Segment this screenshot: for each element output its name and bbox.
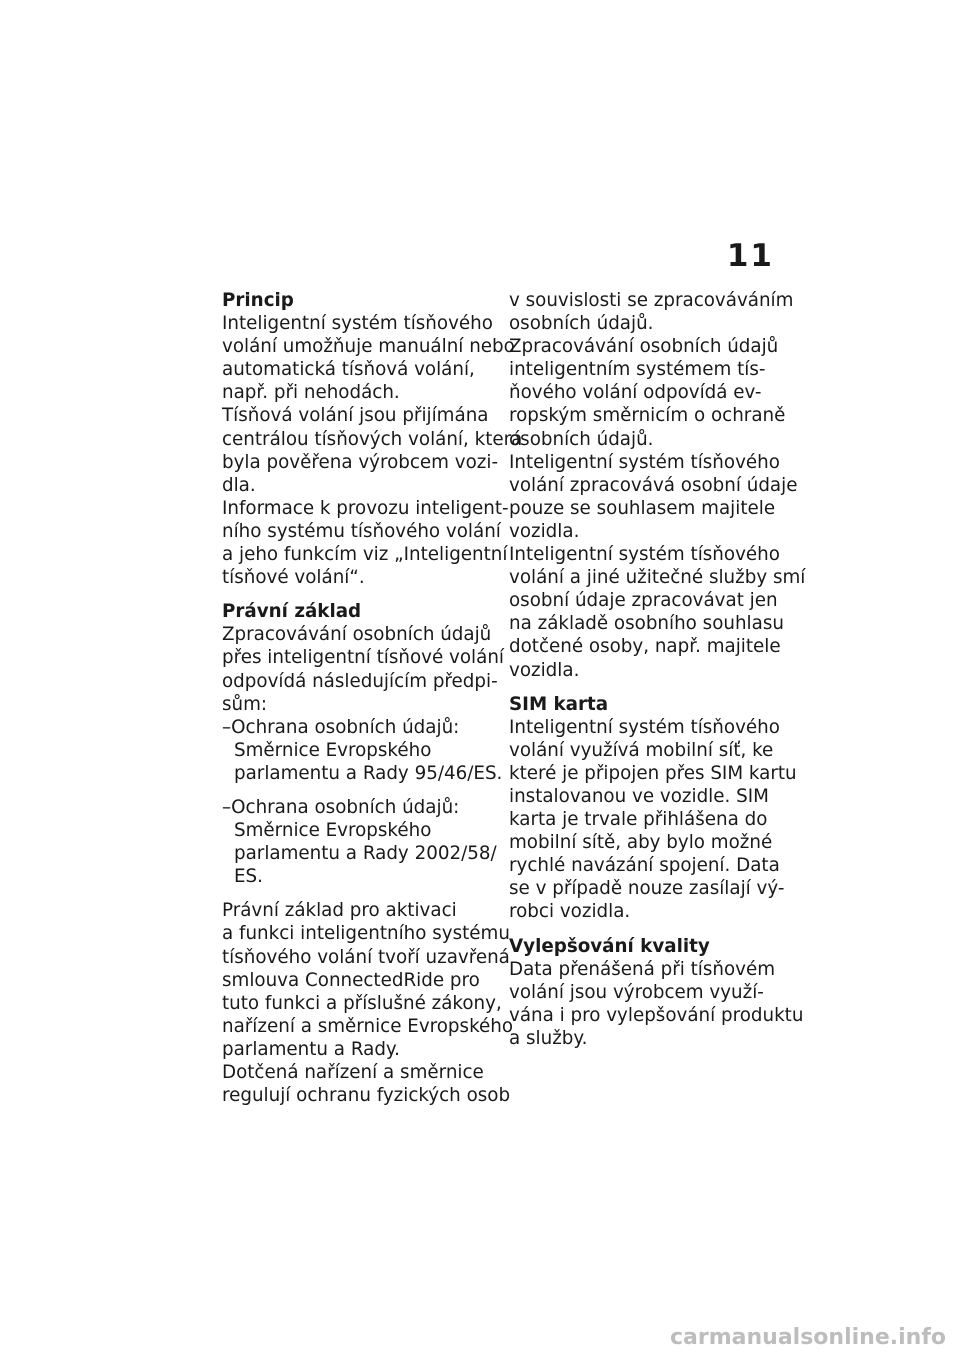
body-text-line: osobních údajů. <box>509 313 654 335</box>
list-item-line: Směrnice Evropského <box>234 739 432 761</box>
section-heading: Princip <box>222 290 294 311</box>
body-text-line: na základě osobního souhlasu <box>509 613 784 635</box>
paragraph-gap <box>222 888 497 899</box>
body-text-line: Informace k provozu inteligent- <box>222 497 509 519</box>
body-text-line: a služby. <box>509 1027 588 1049</box>
body-text-line: dla. <box>222 474 256 496</box>
body-text-line: volání a jiné užitečné služby smí <box>509 567 806 589</box>
body-text-line: sům: <box>222 693 268 715</box>
body-text-line: odpovídá následujícím předpi- <box>222 670 498 692</box>
body-text-line: ního systému tísňového volání <box>222 520 501 542</box>
section-heading: SIM karta <box>509 693 609 715</box>
body-text-line: přes inteligentní tísňové volání <box>222 647 504 669</box>
body-text-line: karta je trvale přihlášena do <box>509 809 768 831</box>
body-text-line: instalovanou ve vozidle. SIM <box>509 785 769 807</box>
body-text-line: které je připojen přes SIM kartu <box>509 762 797 784</box>
body-text-line: Tísňová volání jsou přijímána <box>222 405 489 427</box>
body-text-line: Inteligentní systém tísňového <box>222 313 493 335</box>
body-text-line: vozidla. <box>509 520 580 542</box>
list-item-line: –Ochrana osobních údajů: <box>222 796 460 818</box>
watermark-text: carmanualsonline.info <box>670 1325 946 1350</box>
body-text-line: Zpracovávání osobních údajů <box>222 624 492 646</box>
list-item-line: ES. <box>234 866 263 888</box>
paragraph-gap <box>509 924 784 935</box>
body-text-line: Data přenášená při tísňovém <box>509 958 776 980</box>
body-text-line: volání jsou výrobcem využí- <box>509 981 764 1003</box>
body-text-line: vozidla. <box>509 659 580 681</box>
body-text-line: a jeho funkcím viz „Inteligentní <box>222 544 508 566</box>
right-column <box>509 289 806 1050</box>
list-item-line: parlamentu a Rady 2002/58/ <box>234 843 497 865</box>
body-text-line: smlouva ConnectedRide pro <box>222 969 480 991</box>
body-text-line: volání zpracovává osobní údaje <box>509 474 798 496</box>
body-text-line: se v případě nouze zasílají vý- <box>509 878 785 900</box>
body-text-line: tuto funkci a příslušné zákony, <box>222 992 502 1014</box>
section-heading: Právní základ <box>222 601 362 623</box>
body-text-line: osobních údajů. <box>509 428 654 450</box>
list-item-line: Směrnice Evropského <box>234 820 432 842</box>
body-text-line: automatická tísňová volání, <box>222 359 475 381</box>
body-text-line: centrálou tísňových volání, která <box>222 428 523 450</box>
body-text-line: v souvislosti se zpracováváním <box>509 290 794 311</box>
body-text-line: inteligentním systémem tís- <box>509 359 766 381</box>
section-heading: Vylepšování kvality <box>509 935 710 957</box>
body-text-line: robci vozidla. <box>509 901 631 923</box>
body-text-line: pouze se souhlasem majitele <box>509 497 776 519</box>
body-text-line: Inteligentní systém tísňového <box>509 716 780 738</box>
list-item-line: –Ochrana osobních údajů: <box>222 716 460 738</box>
body-text-line: Zpracovávání osobních údajů <box>509 336 779 358</box>
paragraph-gap <box>509 682 784 693</box>
body-text-line: mobilní sítě, aby bylo možné <box>509 832 773 854</box>
body-text-line: Inteligentní systém tísňového <box>509 544 780 566</box>
body-text-line: a funkci inteligentního systému <box>222 923 510 945</box>
paragraph-gap <box>222 589 497 600</box>
body-text-line: dotčené osoby, např. majitele <box>509 636 781 658</box>
body-text-line: Právní základ pro aktivaci <box>222 900 457 922</box>
body-text-line: volání využívá mobilní síť, ke <box>509 739 774 761</box>
body-text-line: regulují ochranu fyzických osob <box>222 1085 511 1107</box>
page-number: 11 <box>726 238 774 274</box>
body-text-line: nařízení a směrnice Evropského <box>222 1015 514 1037</box>
body-text-line: byla pověřena výrobcem vozi- <box>222 451 499 473</box>
body-text-line: volání umožňuje manuální nebo <box>222 336 515 358</box>
list-item-line: parlamentu a Rady 95/46/ES. <box>234 762 503 784</box>
body-text-line: parlamentu a Rady. <box>222 1038 400 1060</box>
body-text-line: vána i pro vylepšování produktu <box>509 1004 804 1026</box>
body-text-line: např. při nehodách. <box>222 382 400 404</box>
body-text-line: ňového volání odpovídá ev- <box>509 382 762 404</box>
body-text-line: Inteligentní systém tísňového <box>509 451 780 473</box>
left-column <box>222 289 523 1107</box>
body-text-line: tísňové volání“. <box>222 567 365 589</box>
body-text-line: ropským směrnicím o ochraně <box>509 405 786 427</box>
body-text-line: osobní údaje zpracovávat jen <box>509 590 778 612</box>
paragraph-gap <box>222 785 497 796</box>
body-text-line: Dotčená nařízení a směrnice <box>222 1062 484 1083</box>
body-text-line: tísňového volání tvoří uzavřená <box>222 946 510 968</box>
body-text-line: rychlé navázání spojení. Data <box>509 855 780 877</box>
